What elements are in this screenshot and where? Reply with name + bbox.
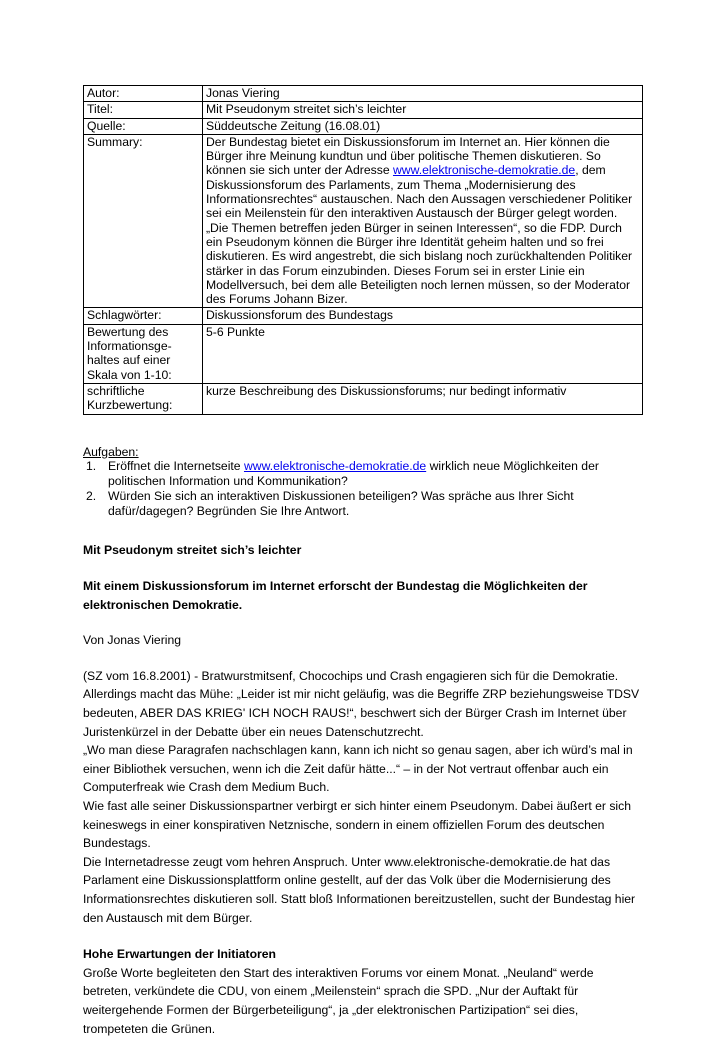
table-row — [84, 118, 643, 134]
task-website-link[interactable]: www.elektronische-demokratie.de — [243, 459, 427, 474]
table-row — [84, 383, 643, 414]
article-subtitle: Mit einem Diskussionsforum im Internet erforscht der Bundestag die Möglichkeiten der elektronischen Demokratie. — [83, 579, 588, 612]
short-review-label-line: schriftliche — [87, 383, 145, 398]
article-paragraph: Wie fast alle seiner Diskussionspartner verbirgt er sich hinter einem Pseudonym. Dabei äußert er sich keineswegs in einer konspirativen Netznische, sondern in einem offiziellen Forum des deutschen Bundestags. — [83, 799, 631, 851]
article-info-table — [83, 85, 643, 415]
tasks-section — [83, 445, 643, 519]
article-paragraph: Große Worte begleiteten den Start des interaktiven Forums vor einem Monat. „Neuland“ werde betreten, verkündete die CDU, von einem „Meilenstein“ sprach die SPD. „Nur der Auftakt für weitergehende Formen der Bürgerbeteiligung“, ja „der elektronischen Partizipation“ sei dies, trompeteten die Grünen. — [83, 965, 594, 1036]
rating-label-line: Skala von 1-10: — [87, 367, 172, 382]
source-label: Quelle: — [84, 118, 203, 134]
title-label: Titel: — [84, 102, 203, 118]
article-byline: Von Jonas Viering — [83, 633, 182, 648]
article-paragraph: (SZ vom 16.8.2001) - Bratwurstmitsenf, Chocochips und Crash engagieren sich für die Demokratie. Allerdings macht das Mühe: „Leider ist mir nicht geläufig, was die Begriffe ZRP beziehungsweise TDSV bedeuten, ABER DAS KRIEG' ICH NOCH RAUS!“, beschwert sich der Bürger Crash im Internet über Juristenkürzel in der Debatte über ein neues Datenschutzrecht. — [83, 668, 640, 739]
rating-label-line: Bewertung des — [87, 324, 169, 339]
task-number: 2. — [86, 488, 97, 503]
title-value: Mit Pseudonym streitet sich’s leichter — [203, 102, 643, 118]
summary-text-end: , dem Diskussionsforum des Parlaments, zum Thema „Modernisierung des Informationsrechtes“ austauschen. Nach den Aussagen verschiedener Politiker sei ein Meilenstein für den interaktiven Austausch der Bürger gelegt worden. „Die Themen betreffen jeden Bürger in seinen Interessen“, so die FDP. Durch ein Pseudonym können die Bürger ihre Identität geheim halten und so frei diskutieren. Es wird angestrebt, die sich bislang noch zurückhaltenden Politiker stärker in das Forum einzubinden. Dieses Forum sei in erster Linie ein Modellversuch, bei dem alle Beteiligten noch lernen müssen, so der Moderator des Forums Johann Bizer. — [206, 163, 633, 307]
keywords-label: Schlagwörter: — [84, 308, 203, 324]
tasks-list — [83, 459, 643, 518]
keywords-value: Diskussionsforum des Bundestags — [203, 308, 643, 324]
table-row — [84, 134, 643, 308]
summary-text-start: Der Bundestag bietet ein Diskussionsforum im Internet an. Hier können die Bürger ihre Meinung kundtun und über politische Themen diskutieren. So können sie sich unter der Adresse — [206, 134, 610, 178]
short-review-value: kurze Beschreibung des Diskussionsforums; nur bedingt informativ — [203, 383, 643, 414]
task-text-end: wirklich neue Möglichkeiten der politischen Information und Kommunikation? — [108, 459, 599, 489]
article-paragraph: Die Internetadresse zeugt vom hehren Anspruch. Unter www.elektronische-demokratie.de hat das Parlament eine Diskussionsplattform online gestellt, auf der das Volk über die Modernisierung des Informationsrechtes diskutieren soll. Statt bloß Informationen bereitzustellen, sucht der Bundestag hier den Austausch mit dem Bürger. — [83, 854, 636, 925]
rating-label — [84, 324, 203, 383]
table-row — [84, 324, 643, 383]
tasks-heading: Aufgaben: — [83, 444, 139, 459]
rating-label-line: haltes auf einer — [87, 353, 171, 368]
document-page — [83, 85, 643, 1038]
table-row — [84, 102, 643, 118]
task-text: Würden Sie sich an interaktiven Diskussionen beteiligen? Was spräche aus Ihrer Sicht dafür/dagegen? Begründen Sie Ihre Antwort. — [108, 488, 574, 518]
article-paragraph: „Wo man diese Paragrafen nachschlagen kann, kann ich nicht so genau sagen, aber ich würd’s mal in einer Bibliothek versuchen, wenn ich die Zeit dafür hätte...“ – in der Not vertraut offenbar auch ein Computerfreak wie Crash dem Medium Buch. — [83, 743, 633, 795]
author-value: Jonas Viering — [203, 86, 643, 102]
article-title: Mit Pseudonym streitet sich’s leichter — [83, 542, 302, 557]
author-label: Autor: — [84, 86, 203, 102]
summary-website-link[interactable]: www.elektronische-demokratie.de — [392, 163, 576, 178]
short-review-label-line: Kurzbewertung: — [87, 398, 173, 413]
source-value: Süddeutsche Zeitung (16.08.01) — [203, 118, 643, 134]
short-review-label — [84, 383, 203, 414]
summary-label: Summary: — [84, 134, 203, 308]
task-number: 1. — [86, 459, 97, 474]
rating-label-line: Informationsge- — [87, 339, 172, 354]
task-text-start: Eröffnet die Internetseite — [108, 459, 244, 474]
list-item — [83, 489, 643, 519]
table-row — [84, 86, 643, 102]
rating-value: 5-6 Punkte — [203, 324, 643, 383]
table-row — [84, 308, 643, 324]
section-heading: Hohe Erwartungen der Initiatoren — [83, 947, 276, 962]
article — [83, 541, 643, 1038]
list-item — [83, 459, 643, 489]
summary-value — [203, 134, 643, 308]
